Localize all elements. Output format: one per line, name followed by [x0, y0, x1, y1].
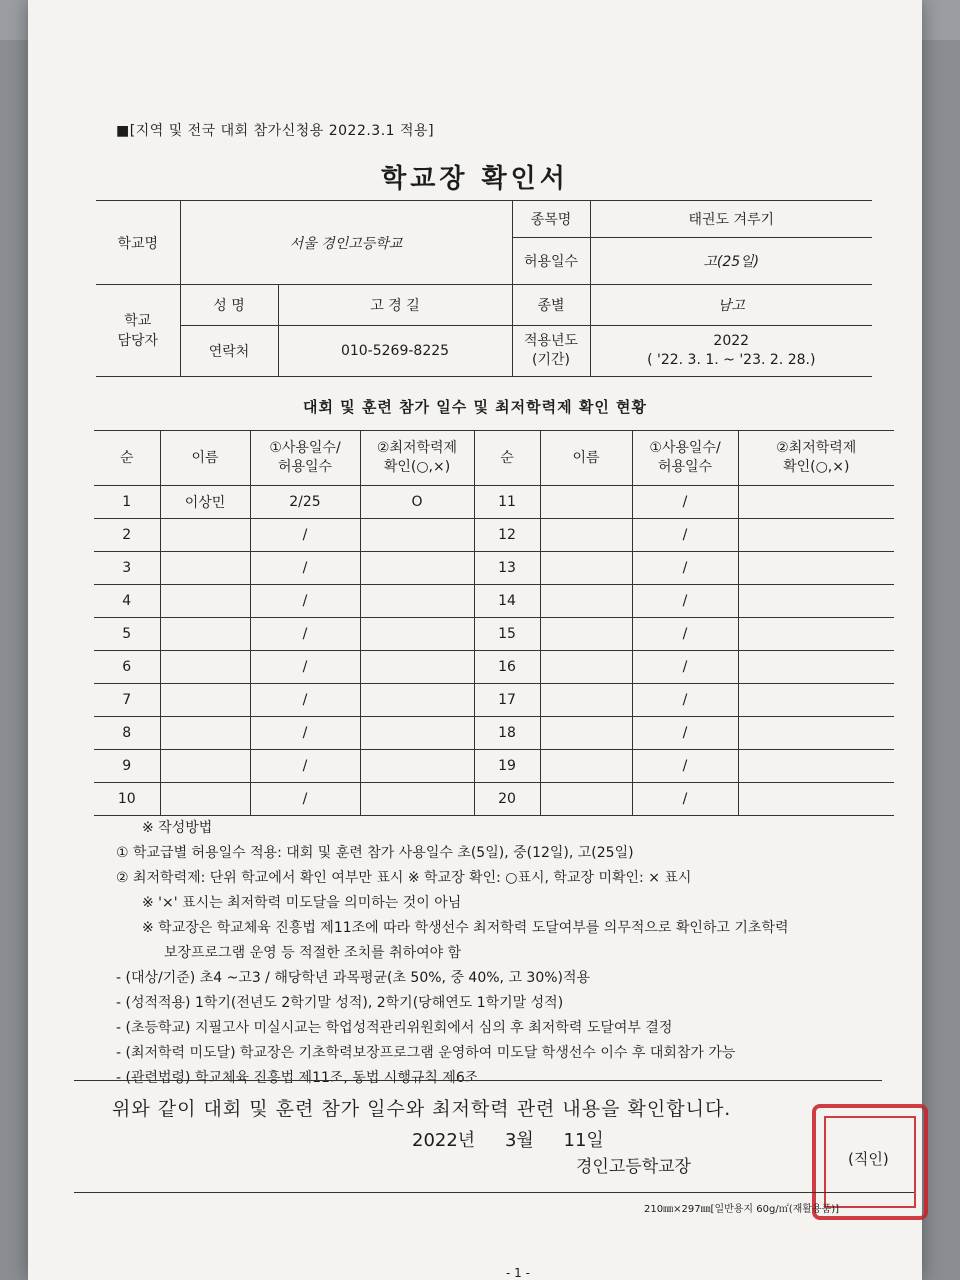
table-cell: [540, 519, 632, 552]
table-row: [94, 783, 894, 816]
table-cell: 2: [94, 519, 160, 552]
table-cell: [360, 585, 474, 618]
table-cell: /: [250, 717, 360, 750]
table-cell: 14: [474, 585, 540, 618]
table-cell: /: [632, 486, 738, 519]
manager-label: 학교 담당자: [96, 285, 180, 377]
contact-label: 연락처: [180, 326, 278, 377]
table-row: [94, 618, 894, 651]
name-label: 성 명: [180, 285, 278, 326]
table-cell: [160, 519, 250, 552]
table-cell: /: [250, 618, 360, 651]
date-month: 3월: [504, 1130, 534, 1151]
table-cell: /: [632, 618, 738, 651]
table-cell: 17: [474, 684, 540, 717]
header-note: ■[지역 및 전국 대회 참가신청용 2022.3.1 적용]: [116, 123, 435, 139]
table-cell: [160, 750, 250, 783]
table-cell: [738, 552, 894, 585]
detail-1: - (대상/기준) 초4 ~고3 / 해당학년 과목평균(초 50%, 중 40%, 고 30%)적용: [116, 970, 591, 986]
table-row: [94, 552, 894, 585]
contact-value: 010-5269-8225: [278, 326, 512, 377]
note-1: ① 학교급별 허용일수 적용: 대회 및 훈련 참가 사용일수 초(5일), 중(12일), 고(25일): [116, 845, 634, 861]
column-header: ②최저학력제 확인(○,×): [360, 431, 474, 486]
table-cell: [738, 717, 894, 750]
table-cell: [160, 717, 250, 750]
table-cell: /: [250, 651, 360, 684]
table-cell: [738, 783, 894, 816]
table-cell: 6: [94, 651, 160, 684]
table-cell: /: [632, 651, 738, 684]
table-cell: 8: [94, 717, 160, 750]
table-cell: 20: [474, 783, 540, 816]
table-cell: 이상민: [160, 486, 250, 519]
table-cell: /: [632, 783, 738, 816]
table-cell: [360, 651, 474, 684]
table-cell: [738, 684, 894, 717]
table-cell: [738, 618, 894, 651]
gender-label: 종별: [512, 285, 590, 326]
table-cell: 2/25: [250, 486, 360, 519]
note-2: ② 최저학력제: 단위 학교에서 확인 여부만 표시 ※ 학교장 확인: ○표시, 학교장 미확인: × 표시: [116, 870, 692, 886]
divider-top: [74, 1080, 882, 1081]
table-cell: /: [250, 519, 360, 552]
table-cell: 5: [94, 618, 160, 651]
table-cell: [360, 519, 474, 552]
table-cell: [360, 717, 474, 750]
table-cell: [160, 684, 250, 717]
table-cell: [360, 783, 474, 816]
table-cell: /: [632, 585, 738, 618]
column-header: ①사용일수/ 허용일수: [632, 431, 738, 486]
confirm-date: [412, 1126, 628, 1152]
table-cell: O: [360, 486, 474, 519]
table-cell: [360, 750, 474, 783]
table-cell: [160, 585, 250, 618]
writing-notes: [116, 816, 916, 1091]
table-cell: [540, 651, 632, 684]
note-4b: 보장프로그램 운영 등 적절한 조치를 취하여야 함: [164, 945, 462, 961]
detail-2: - (성적적용) 1학기(전년도 2학기말 성적), 2학기(당해연도 1학기말 성적): [116, 995, 564, 1011]
event-label: 종목명: [512, 201, 590, 238]
table-cell: 13: [474, 552, 540, 585]
table-cell: [738, 651, 894, 684]
table-cell: [540, 585, 632, 618]
table-cell: 16: [474, 651, 540, 684]
year-label: 적용년도 (기간): [512, 326, 590, 377]
table-cell: [738, 585, 894, 618]
confirm-statement: 위와 같이 대회 및 훈련 참가 일수와 최저학력 관련 내용을 확인합니다.: [112, 1098, 732, 1120]
table-row: [94, 750, 894, 783]
table-cell: /: [632, 684, 738, 717]
table-row: [94, 486, 894, 519]
table-cell: [160, 651, 250, 684]
table-row: [94, 585, 894, 618]
info-table: [96, 200, 872, 377]
table-cell: [738, 486, 894, 519]
period-value: ( '22. 3. 1. ~ '23. 2. 28.): [647, 352, 816, 368]
table-cell: [540, 684, 632, 717]
table-cell: [360, 684, 474, 717]
seal-label: (직인): [848, 1150, 889, 1168]
participation-table: [94, 430, 894, 816]
table-cell: /: [250, 783, 360, 816]
table-cell: /: [250, 585, 360, 618]
table-cell: 19: [474, 750, 540, 783]
detail-4: - (최저학력 미도달) 학교장은 기초학력보장프로그램 운영하여 미도달 학생선수 이수 후 대회참가 가능: [116, 1045, 736, 1061]
table-cell: /: [632, 552, 738, 585]
table-row: [94, 717, 894, 750]
paper-spec: 210㎜×297㎜[일반용지 60g/㎡(재활용품)]: [644, 1204, 840, 1215]
table-row: [94, 651, 894, 684]
table-cell: [738, 750, 894, 783]
table-cell: 11: [474, 486, 540, 519]
table-body: [94, 486, 894, 816]
event-value: 태권도 겨루기: [590, 201, 872, 238]
document-page: [28, 0, 922, 1280]
section-title: 대회 및 훈련 참가 일수 및 최저학력제 확인 현황: [302, 398, 648, 416]
table-cell: /: [250, 750, 360, 783]
document-title: 학교장 확인서: [381, 164, 569, 194]
detail-3: - (초등학교) 지필고사 미실시교는 학업성적관리위원회에서 심의 후 최저학력 도달여부 결정: [116, 1020, 673, 1036]
date-year: 2022년: [412, 1130, 476, 1151]
table-row: [94, 519, 894, 552]
school-name-value: 서울 경인고등학교: [180, 201, 512, 285]
column-header: 순: [474, 431, 540, 486]
table-cell: [540, 552, 632, 585]
page-number: - 1 -: [506, 1266, 530, 1280]
table-cell: 12: [474, 519, 540, 552]
table-cell: [540, 717, 632, 750]
table-cell: 18: [474, 717, 540, 750]
principal-signature: 경인고등학교장: [576, 1157, 691, 1177]
column-header: ②최저학력제 확인(○,×): [738, 431, 894, 486]
table-cell: /: [250, 684, 360, 717]
table-cell: 10: [94, 783, 160, 816]
allowed-days-value: 고(25일): [590, 238, 872, 285]
notes-heading: ※ 작성방법: [142, 820, 213, 836]
table-cell: /: [632, 519, 738, 552]
divider-bottom: [74, 1192, 914, 1193]
year-value: 2022: [713, 333, 750, 349]
year-period-cell: [590, 326, 872, 377]
table-cell: 7: [94, 684, 160, 717]
table-cell: 1: [94, 486, 160, 519]
table-cell: /: [632, 750, 738, 783]
table-cell: [540, 618, 632, 651]
table-row: [94, 684, 894, 717]
table-cell: /: [632, 717, 738, 750]
note-4a: ※ 학교장은 학교체육 진흥법 제11조에 따라 학생선수 최저학력 도달여부를 의무적으로 확인하고 기초학력: [142, 920, 789, 936]
table-cell: [160, 618, 250, 651]
table-cell: [360, 618, 474, 651]
note-3: ※ '×' 표시는 최저학력 미도달을 의미하는 것이 아님: [142, 895, 462, 911]
table-cell: [540, 486, 632, 519]
column-header: ①사용일수/ 허용일수: [250, 431, 360, 486]
table-cell: 4: [94, 585, 160, 618]
table-cell: [160, 783, 250, 816]
table-cell: 15: [474, 618, 540, 651]
column-header: 이름: [160, 431, 250, 486]
date-day: 11일: [563, 1130, 604, 1151]
table-cell: [738, 519, 894, 552]
table-header-row: [94, 431, 894, 486]
table-cell: /: [250, 552, 360, 585]
name-value: 고 경 길: [278, 285, 512, 326]
table-cell: [160, 552, 250, 585]
detail-5: - (관련법령) 학교체육 진흥법 제11조, 동법 시행규칙 제6조: [116, 1070, 479, 1086]
column-header: 순: [94, 431, 160, 486]
table-cell: [540, 783, 632, 816]
table-cell: 9: [94, 750, 160, 783]
column-header: 이름: [540, 431, 632, 486]
table-cell: 3: [94, 552, 160, 585]
gender-value: 남고: [590, 285, 872, 326]
school-name-label: 학교명: [96, 201, 180, 285]
table-cell: [540, 750, 632, 783]
table-cell: [360, 552, 474, 585]
allowed-days-label: 허용일수: [512, 238, 590, 285]
